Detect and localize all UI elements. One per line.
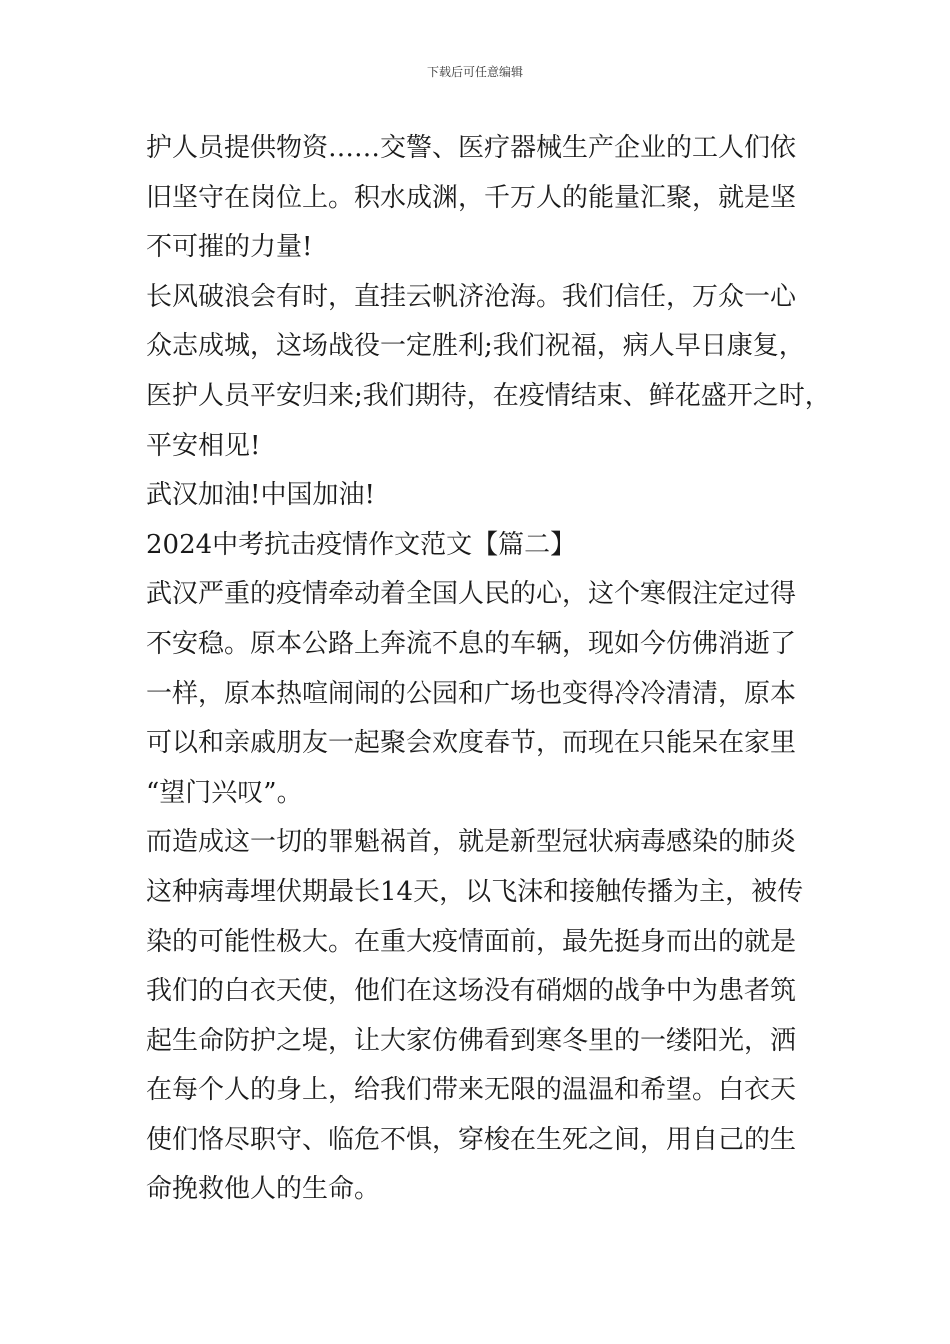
text-line: 使们恪尽职守、临危不惧，穿梭在生死之间，用自己的生: [146, 1124, 797, 1155]
text-line: 武汉严重的疫情牵动着全国人民的心，这个寒假注定过得: [146, 579, 797, 610]
text-line: 平安相见!: [146, 430, 261, 461]
text-line: 我们的白衣天使，他们在这场没有硝烟的战争中为患者筑: [146, 976, 797, 1007]
text-line: “望门兴叹”。: [146, 777, 303, 808]
text-line: 而造成这一切的罪魁祸首，就是新型冠状病毒感染的肺炎: [146, 827, 797, 858]
text-line: 不可摧的力量!: [146, 232, 313, 263]
text-line: 不安稳。原本公路上奔流不息的车辆，现如今仿佛消逝了: [146, 628, 797, 659]
section-heading: 2024中考抗击疫情作文范文【篇二】: [146, 529, 577, 560]
text-line: 护人员提供物资……交警、医疗器械生产企业的工人们依: [146, 133, 797, 163]
page-header-note: 下载后可任意编辑: [426, 65, 523, 79]
text-line: 在每个人的身上，给我们带来无限的温温和希望。白衣天: [146, 1075, 797, 1106]
text-line: 众志成城，这场战役一定胜利;我们祝福，病人早日康复，: [146, 331, 805, 362]
text-line: 一样，原本热喧闹闹的公园和广场也变得冷冷清清，原本: [146, 678, 797, 709]
text-line: 旧坚守在岗位上。积水成渊，千万人的能量汇聚，就是坚: [146, 182, 797, 213]
text-line: 长风破浪会有时，直挂云帆济沧海。我们信任，万众一心: [146, 281, 797, 312]
text-line: 可以和亲戚朋友一起聚会欢度春节，而现在只能呆在家里: [146, 728, 797, 759]
text-line: 命挽救他人的生命。: [146, 1174, 381, 1205]
text-line: 这种病毒埋伏期最长14天，以飞沫和接触传播为主，被传: [146, 876, 804, 907]
text-line: 武汉加油!中国加油!: [146, 480, 375, 511]
text-line: 起生命防护之堤，让大家仿佛看到寒冬里的一缕阳光，洒: [146, 1025, 797, 1056]
text-line: 医护人员平安归来;我们期待，在疫情结束、鲜花盛开之时，: [146, 380, 831, 411]
text-line: 染的可能性极大。在重大疫情面前，最先挺身而出的就是: [146, 926, 797, 957]
document-body: [146, 124, 836, 1215]
